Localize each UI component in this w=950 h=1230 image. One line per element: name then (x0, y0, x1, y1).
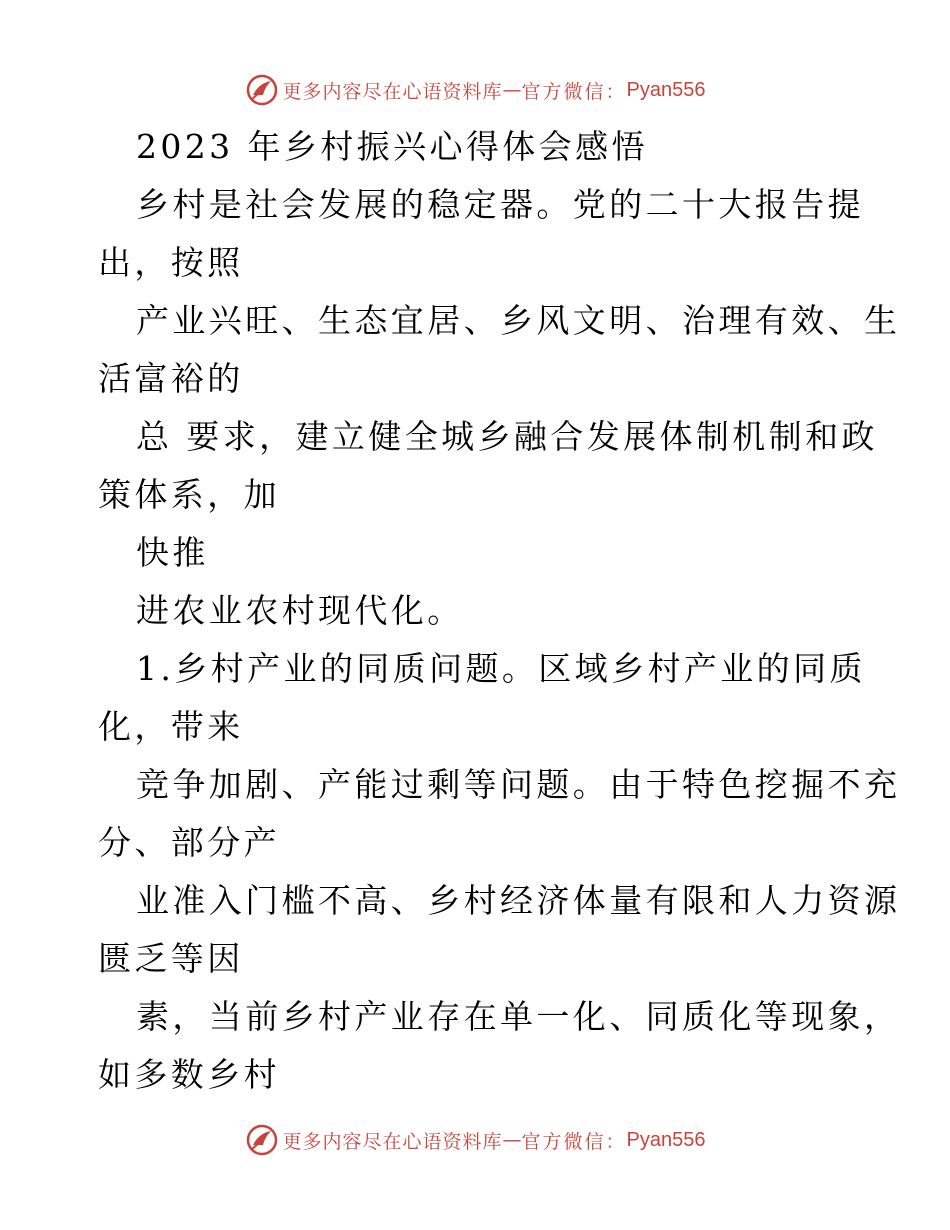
paragraph-line: 匮乏等因 (98, 939, 244, 978)
paragraph-line: 进农业农村现代化。 (136, 591, 464, 630)
paragraph-line: 策体系，加 (98, 475, 280, 514)
paragraph-line: 化，带来 (98, 707, 244, 746)
page-footer (0, 1118, 950, 1162)
brand-logo-icon (245, 1123, 279, 1157)
header-dash: — (502, 79, 522, 101)
header-wechat-id: Pyan556 (626, 78, 706, 101)
paragraph-line: 总 要求，建立健全城乡融合发展体制机制和政 (136, 417, 878, 456)
header-brand-text: 更多内容尽在心语资料库 (282, 80, 503, 103)
footer-brand-text: 更多内容尽在心语资料库 (282, 1130, 503, 1153)
paragraph-line: 1.乡村产业的同质问题。区域乡村产业的同质 (136, 649, 866, 688)
paragraph-line: 素，当前乡村产业存在单一化、同质化等现象， (136, 997, 901, 1036)
brand-logo-icon (245, 73, 279, 107)
paragraph-line: 活富裕的 (98, 359, 244, 398)
paragraph-line: 产业兴旺、生态宜居、乡风文明、治理有效、生 (136, 301, 901, 340)
document-title: 2023 年乡村振兴心得体会感悟 (136, 127, 648, 166)
paragraph-line: 快推 (136, 533, 209, 572)
paragraph-line: 业准入门槛不高、乡村经济体量有限和人力资源 (136, 881, 901, 920)
footer-official-label: 官方微信： (521, 1130, 627, 1153)
paragraph-line: 如多数乡村 (98, 1055, 280, 1094)
paragraph-line: 竞争加剧、产能过剩等问题。由于特色挖掘不充 (136, 765, 901, 804)
header-official-label: 官方微信： (521, 80, 627, 103)
paragraph-line: 乡村是社会发展的稳定器。党的二十大报告提 (136, 185, 864, 224)
page-header (0, 68, 950, 112)
paragraph-line: 出，按照 (98, 243, 244, 282)
footer-wechat-id: Pyan556 (626, 1128, 706, 1151)
footer-dash: — (502, 1129, 522, 1151)
paragraph-line: 分、部分产 (98, 823, 280, 862)
